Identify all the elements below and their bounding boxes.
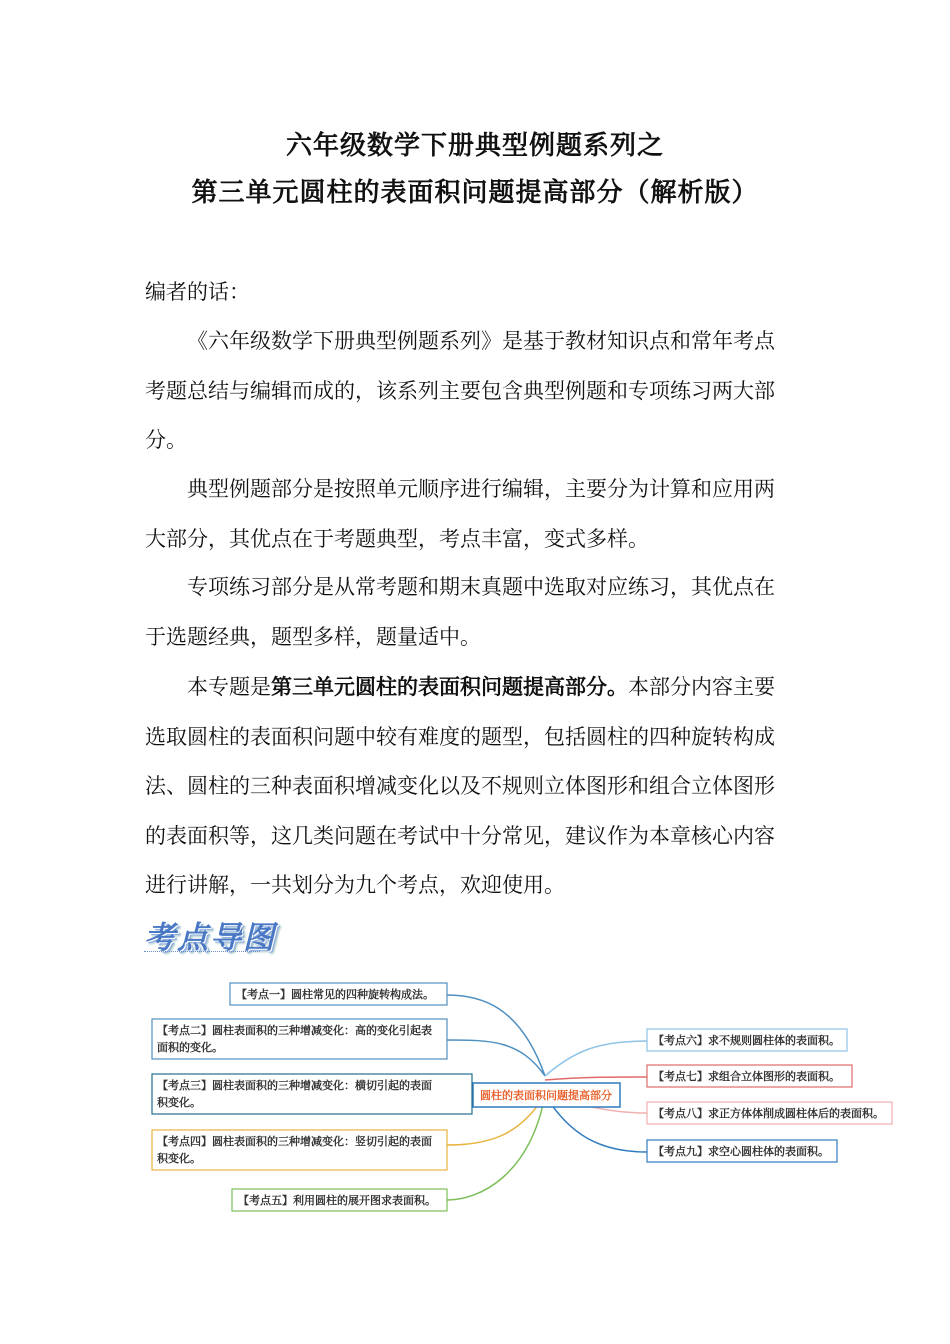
editor-paragraph-1: 《六年级数学下册典型例题系列》是基于教材知识点和常年考点考题总结与编辑而成的，该系列主要包含典型例题和专项练习两大部分。 [145, 329, 775, 452]
node-2-label-2: 面积的变化。 [157, 1041, 223, 1054]
mindmap [0, 965, 950, 1225]
editor-paragraph-3: 专项练习部分是从常考题和期末真题中选取对应练习，其优点在于选题经典，题型多样，题量适中。 [145, 575, 775, 649]
title-line-1: 六年级数学下册典型例题系列之 [285, 131, 664, 161]
p4-prefix: 本专题是 [187, 675, 271, 699]
connector-left-1 [447, 995, 545, 1076]
node-5-label: 【考点五】利用圆柱的展开图求表面积。 [238, 1194, 436, 1207]
editor-paragraph-2: 典型例题部分是按照单元顺序进行编辑，主要分为计算和应用两大部分，其优点在于考题典型，考点丰富，变式多样。 [145, 477, 775, 551]
node-7-label: 【考点七】求组合立体图形的表面积。 [653, 1070, 840, 1083]
title-line-2: 第三单元圆柱的表面积问题提高部分（解析版） [191, 178, 759, 208]
p4-bold-topic: 第三单元圆柱的表面积问题提高部分。 [271, 675, 628, 699]
connector-right-7 [545, 1077, 647, 1080]
editor-greeting: 编者的话： [145, 280, 250, 304]
node-8-label: 【考点八】求正方体体削成圆柱体后的表面积。 [653, 1107, 884, 1120]
mindmap-heading-underline [144, 951, 260, 952]
node-9-label: 【考点九】求空心圆柱体的表面积。 [653, 1145, 829, 1158]
node-4-label-1: 【考点四】圆柱表面积的三种增减变化：竖切引起的表面 [157, 1135, 432, 1148]
center-node-label: 圆柱的表面积问题提高部分 [480, 1089, 612, 1102]
mindmap-heading: 考点导图 [144, 920, 276, 956]
node-1-label: 【考点一】圆柱常见的四种旋转构成法。 [236, 988, 434, 1001]
connector-left-2 [447, 1040, 545, 1076]
editor-paragraph-4 [145, 663, 795, 911]
node-3-label-1: 【考点三】圆柱表面积的三种增减变化：横切引起的表面 [157, 1079, 432, 1092]
p4-rest: 本部分内容主要选取圆柱的表面积问题中较有难度的题型，包括圆柱的四种旋转构成法、圆柱的三种表面积增减变化以及不规则立体图形和组合立体图形的表面积等，这几类问题在考试中十分常见，建议作为本章核心内容进行讲解，一共划分为九个考点，欢迎使用。 [145, 675, 775, 897]
node-2-label-1: 【考点二】圆柱表面积的三种增减变化：高的变化引起表 [157, 1024, 432, 1037]
node-3-label-2: 积变化。 [157, 1096, 201, 1109]
connector-right-6 [545, 1041, 647, 1076]
node-6-label: 【考点六】求不规则圆柱体的表面积。 [653, 1034, 840, 1047]
node-4-label-2: 积变化。 [157, 1152, 201, 1165]
